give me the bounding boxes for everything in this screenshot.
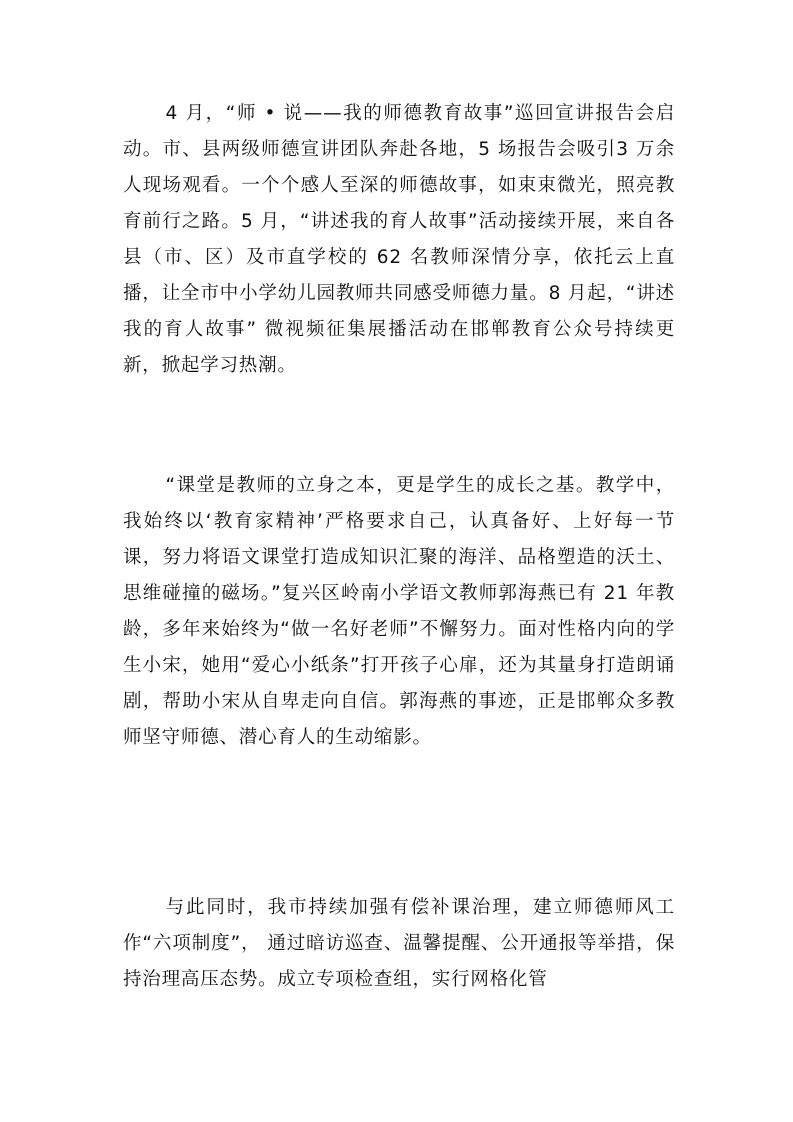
paragraph-text: 4 月，“师 • 说——我的师德教育故事”巡回宣讲报告会启动。市、县两级师德宣讲团队奔赴各地，5 场报告会吸引3 万余人现场观看。一个个感人至深的师德故事，如束束微光，照亮教育前行之路。5 月，“讲述我的育人故事”活动接续开展，来自各县（市、区）及市直学校的 62 名教师深情分享，依托云上直播，让全市中小学幼儿园教师共同感受师德力量。8 月起，“讲述我的育人故事” 微视频征集展播活动在邯郸教育公众号持续更新，掀起学习热潮。: [123, 103, 675, 376]
paragraph-2: [123, 468, 675, 756]
paragraph-3: [123, 890, 675, 998]
paragraph-text: 与此同时，我市持续加强有偿补课治理，建立师德师风工作“六项制度”， 通过暗访巡查、温馨提醒、公开通报等举措，保持治理高压态势。成立专项检查组，实行网格化管: [123, 897, 675, 990]
paragraph-1: [123, 96, 675, 384]
paragraph-text: “课堂是教师的立身之本，更是学生的成长之基。教学中，我始终以‘教育家精神’严格要求自己，认真备好、上好每一节课，努力将语文课堂打造成知识汇聚的海洋、品格塑造的沃土、思维碰撞的磁场。”复兴区岭南小学语文教师郭海燕已有 21 年教龄，多年来始终为“做一名好老师”不懈努力。面对性格内向的学生小宋，她用“爱心小纸条”打开孩子心扉，还为其量身打造朗诵剧，帮助小宋从自卑走向自信。郭海燕的事迹，正是邯郸众多教师坚守师德、潜心育人的生动缩影。: [123, 475, 675, 748]
